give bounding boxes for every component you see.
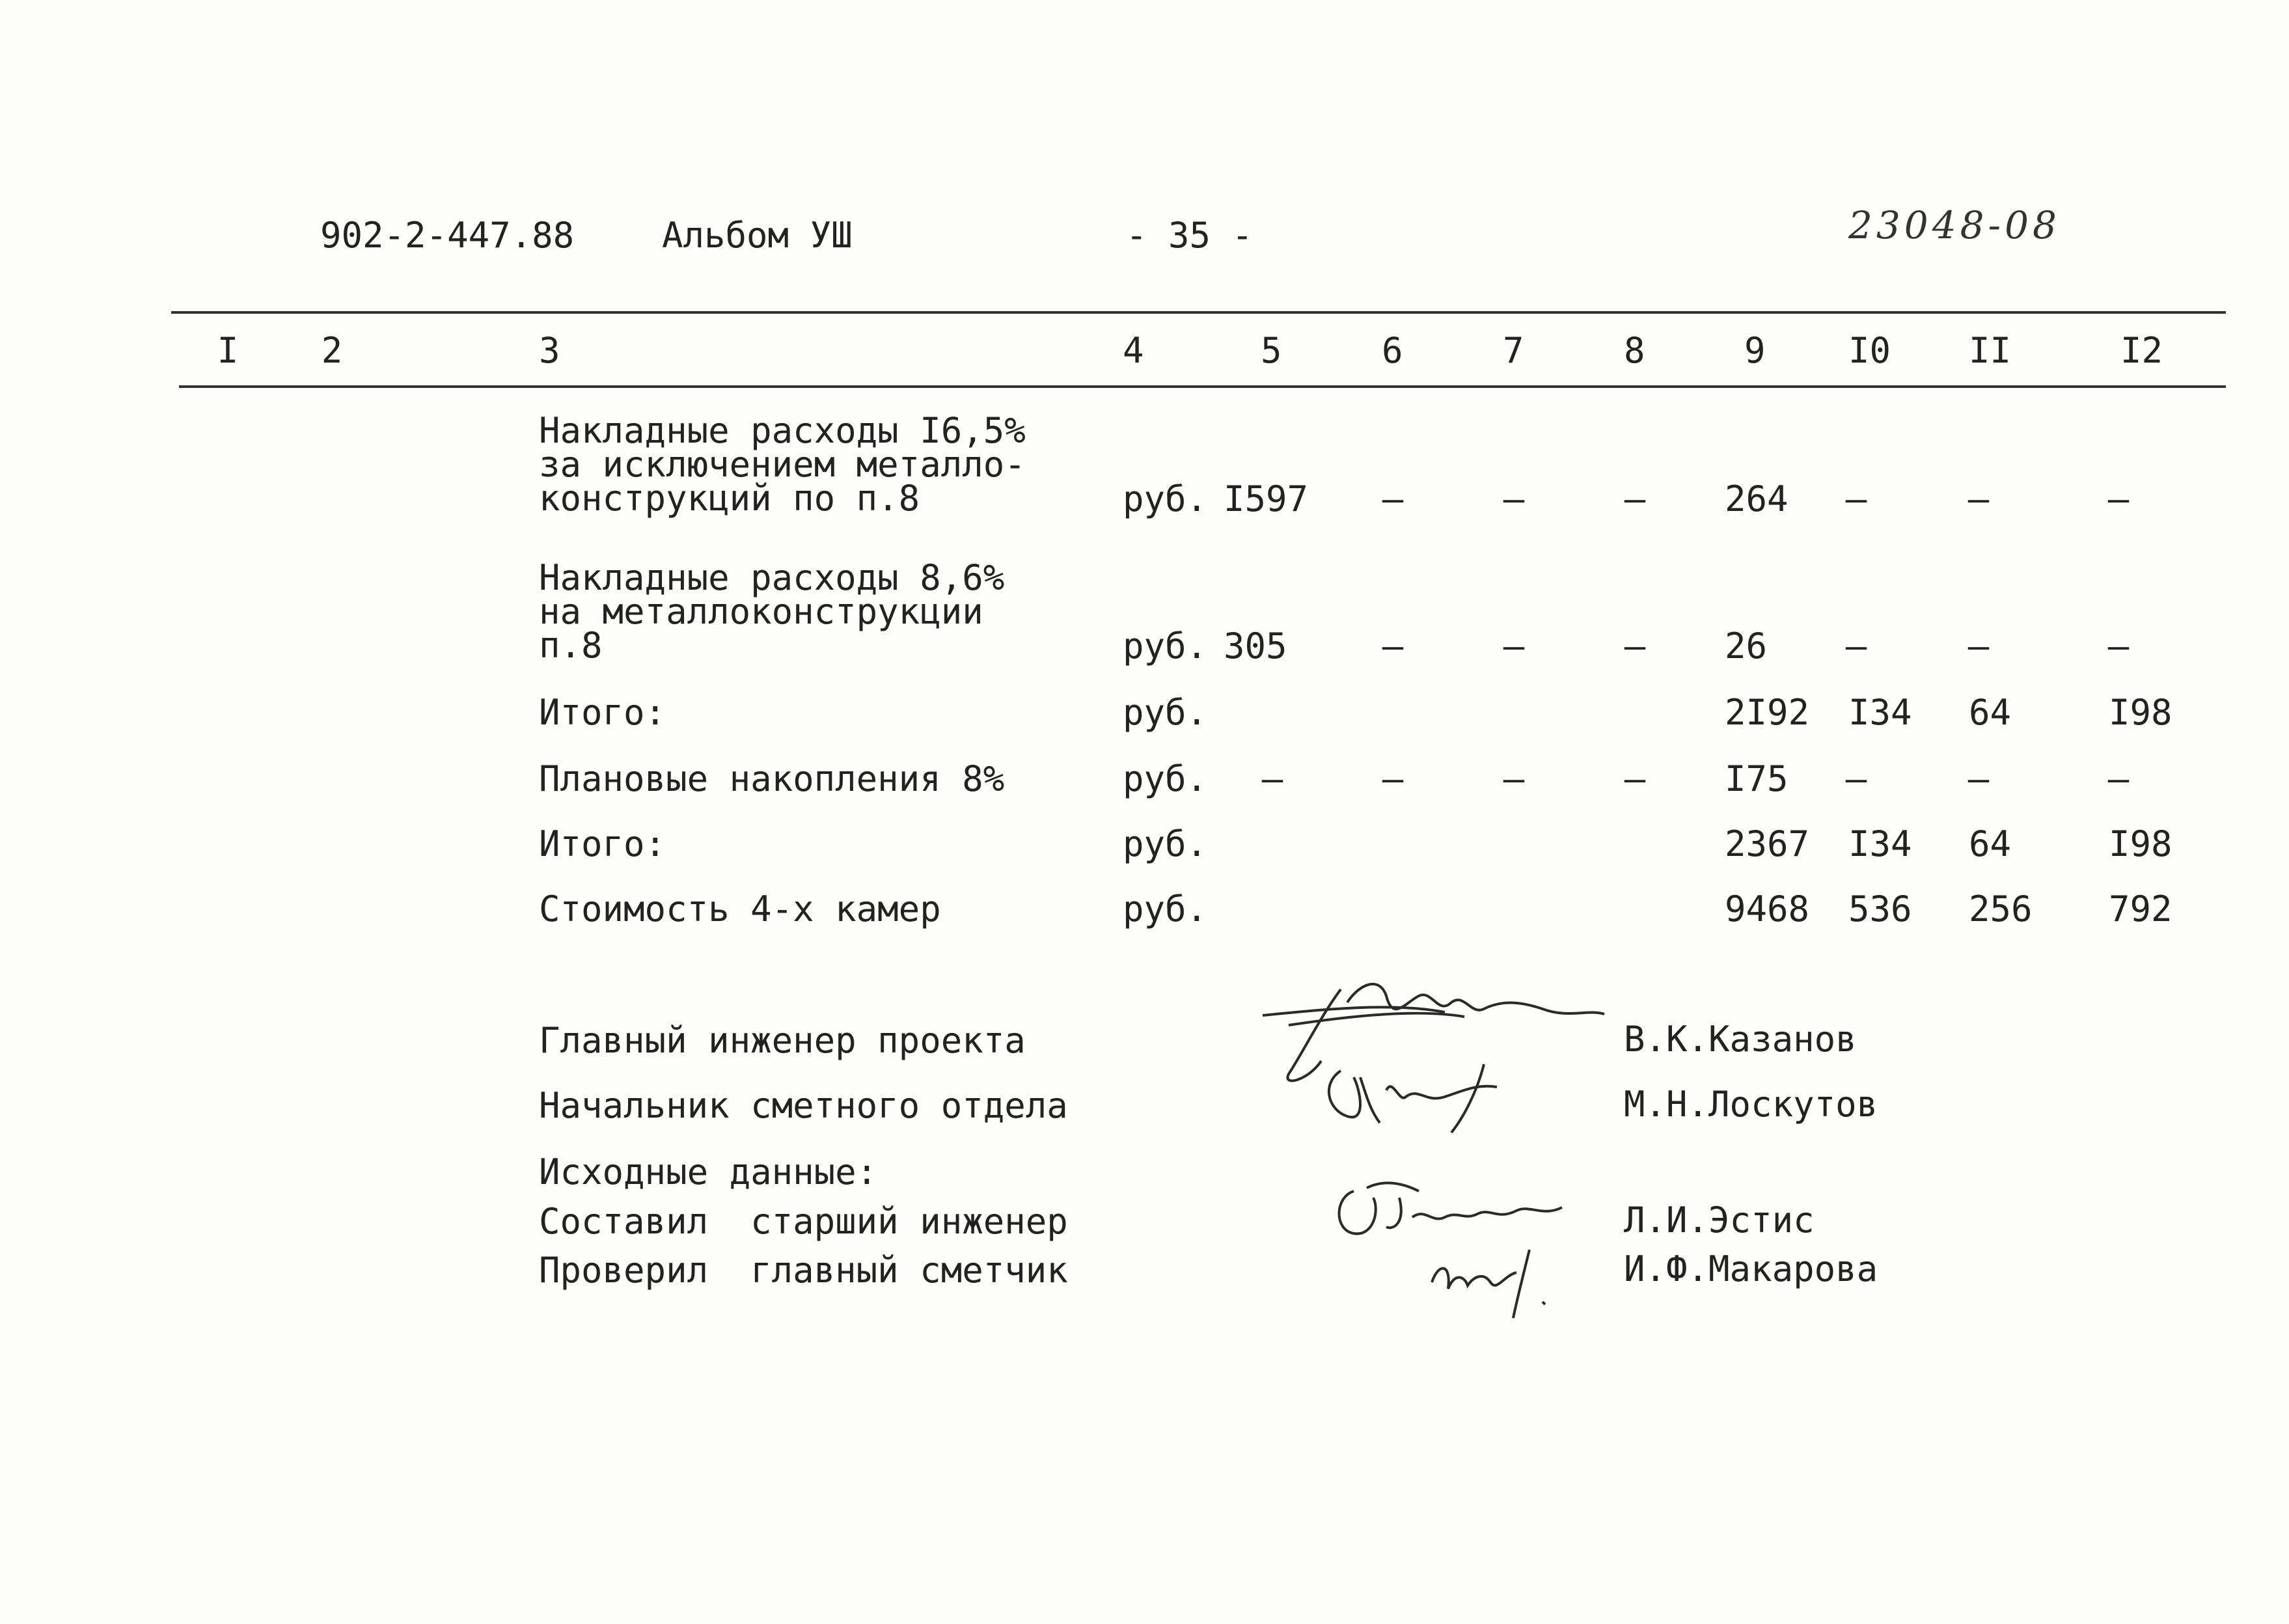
checked-by-title: Проверил главный сметчик xyxy=(539,1250,1068,1291)
description-line: Накладные расходы I6,5% xyxy=(539,410,1026,451)
col9-value: 264 xyxy=(1725,478,1789,519)
col12-value: I98 xyxy=(2109,692,2172,733)
col5-value: 305 xyxy=(1224,626,1287,667)
description-line: п.8 xyxy=(539,625,603,666)
col11-value: 256 xyxy=(1969,888,2033,929)
col5-value: I597 xyxy=(1224,478,1309,519)
col11-value: – xyxy=(1967,478,1990,519)
handwritten-registration-number: 23048-08 xyxy=(1848,203,2061,247)
col9-value: I75 xyxy=(1725,758,1789,799)
col11-value: – xyxy=(1967,626,1990,667)
column-number: 7 xyxy=(1503,330,1524,371)
column-number: I0 xyxy=(1848,330,1891,371)
col7-value: – xyxy=(1503,478,1525,519)
column-number: I xyxy=(217,330,239,371)
col7-value: – xyxy=(1503,626,1525,667)
column-number: 2 xyxy=(321,330,343,371)
column-number: 6 xyxy=(1382,330,1403,371)
column-number: II xyxy=(1969,330,2012,371)
column-number: 4 xyxy=(1123,330,1144,371)
source-data-label: Исходные данные: xyxy=(539,1151,878,1192)
document-code: 902-2-447.88 xyxy=(320,215,575,256)
column-number: 8 xyxy=(1624,330,1645,371)
col10-value: 536 xyxy=(1848,888,1912,929)
column-number: 5 xyxy=(1261,330,1282,371)
row-description xyxy=(539,410,1026,519)
col12-value: – xyxy=(2107,758,2130,799)
col9-value: 9468 xyxy=(1725,888,1810,929)
unit-cell: руб. xyxy=(1123,478,1208,519)
unit-cell: руб. xyxy=(1123,758,1208,799)
col9-value: 26 xyxy=(1725,626,1768,667)
row-description xyxy=(539,557,1005,666)
column-number: I2 xyxy=(2120,330,2163,371)
col12-value: 792 xyxy=(2109,888,2172,929)
checked-by-name: И.Ф.Макарова xyxy=(1624,1248,1878,1289)
col11-value: 64 xyxy=(1969,692,2012,733)
col11-value: – xyxy=(1967,758,1990,799)
row-description: Итого: xyxy=(539,823,666,864)
col10-value: I34 xyxy=(1848,823,1912,864)
col12-value: – xyxy=(2107,478,2130,519)
description-line: конструкций по п.8 xyxy=(539,478,920,519)
col6-value: – xyxy=(1382,626,1404,667)
col10-value: I34 xyxy=(1848,692,1912,733)
description-line: Накладные расходы 8,6% xyxy=(539,557,1005,598)
col12-value: – xyxy=(2107,626,2130,667)
col5-value: – xyxy=(1261,758,1283,799)
chief-engineer-title: Главный инженер проекта xyxy=(539,1020,1026,1061)
row-description: Стоимость 4-х камер xyxy=(539,888,941,929)
unit-cell: руб. xyxy=(1123,888,1208,929)
col6-value: – xyxy=(1382,478,1404,519)
row-description: Плановые накопления 8% xyxy=(539,758,1005,799)
signature-estis xyxy=(1328,1172,1575,1243)
col10-value: – xyxy=(1845,626,1867,667)
col10-value: – xyxy=(1845,478,1867,519)
description-line: на металлоконструкции xyxy=(539,591,983,632)
estimates-head-name: М.Н.Лоскутов xyxy=(1624,1084,1878,1125)
chief-engineer-name: В.К.Казанов xyxy=(1624,1019,1857,1060)
signature-makarova xyxy=(1419,1237,1575,1321)
unit-cell: руб. xyxy=(1123,692,1208,733)
compiled-by-name: Л.И.Эстис xyxy=(1624,1200,1815,1241)
compiled-by-title: Составил старший инженер xyxy=(539,1201,1068,1242)
page-number: - 35 - xyxy=(1126,215,1254,256)
table-header-rule xyxy=(179,385,2226,388)
column-number: 9 xyxy=(1744,330,1766,371)
album-label: Альбом УШ xyxy=(662,215,853,256)
description-line: за исключением металло- xyxy=(539,444,1026,485)
unit-cell: руб. xyxy=(1123,626,1208,667)
col8-value: – xyxy=(1624,478,1646,519)
column-number: 3 xyxy=(539,330,560,371)
estimates-head-title: Начальник сметного отдела xyxy=(539,1085,1068,1126)
unit-cell: руб. xyxy=(1123,823,1208,864)
col7-value: – xyxy=(1503,758,1525,799)
col12-value: I98 xyxy=(2109,823,2172,864)
col6-value: – xyxy=(1382,758,1404,799)
table-top-rule xyxy=(171,311,2226,314)
signature-loskutov xyxy=(1315,1051,1549,1136)
col9-value: 2367 xyxy=(1725,823,1810,864)
col8-value: – xyxy=(1624,758,1646,799)
col9-value: 2I92 xyxy=(1725,692,1810,733)
col8-value: – xyxy=(1624,626,1646,667)
row-description: Итого: xyxy=(539,692,666,733)
col11-value: 64 xyxy=(1969,823,2012,864)
col10-value: – xyxy=(1845,758,1867,799)
